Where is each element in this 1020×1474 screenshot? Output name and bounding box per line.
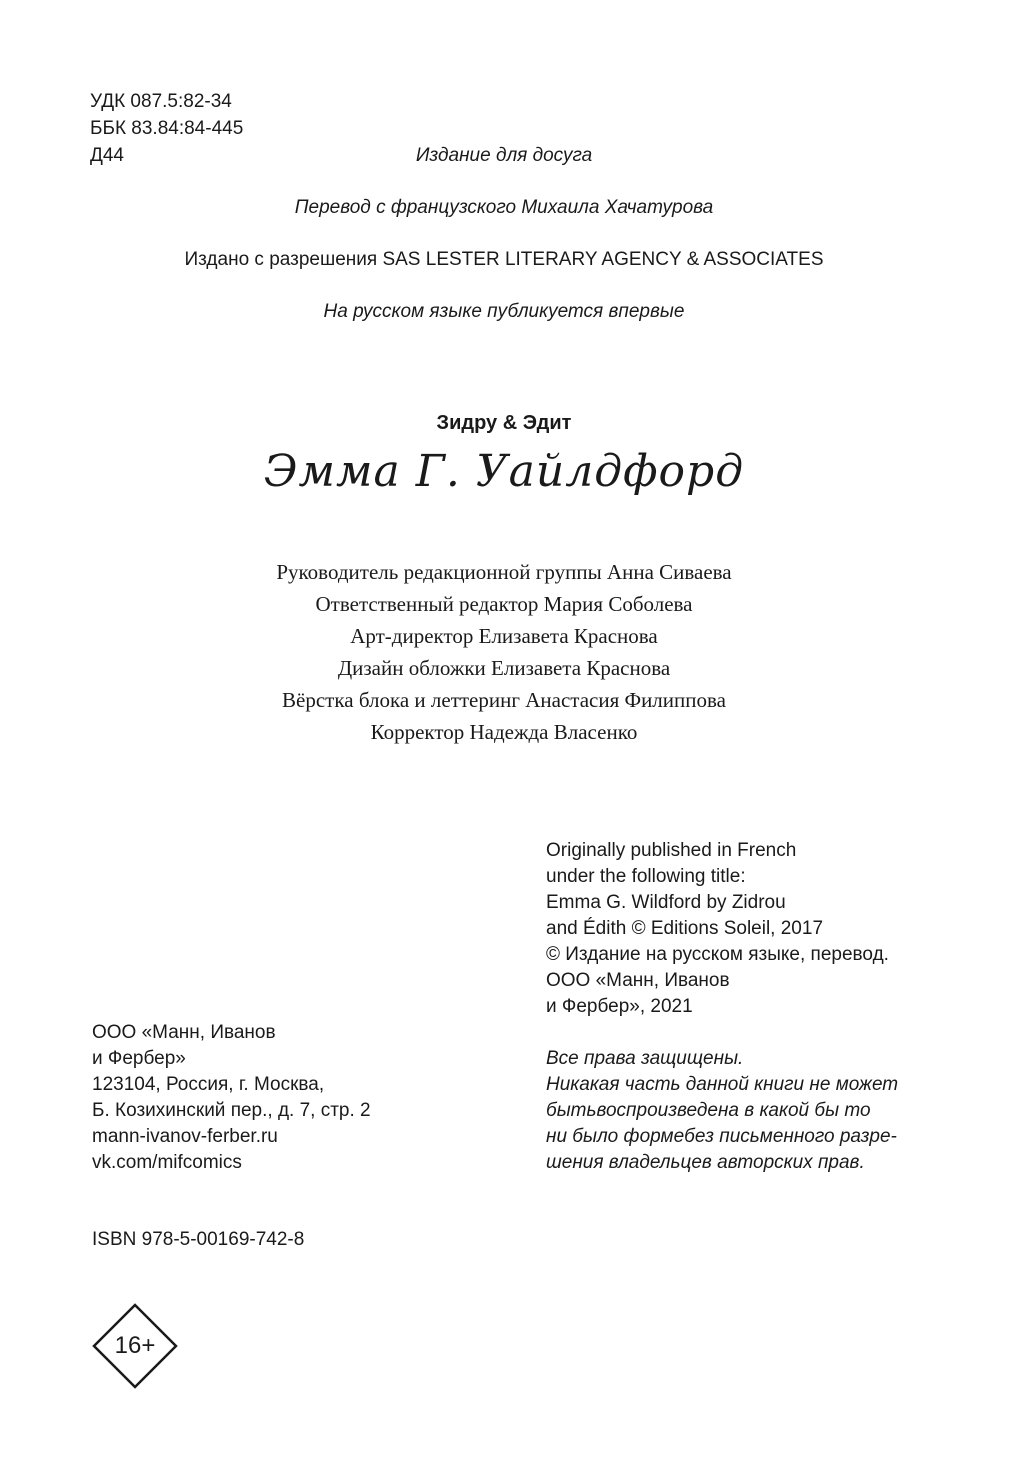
credit-line: Руководитель редакционной группы Анна Сиваева [276,560,732,584]
original-info-line: © Издание на русском языке, перевод. [546,944,889,965]
age-rating-label: 16+ [114,1332,156,1359]
isbn-number: ISBN 978-5-00169-742-8 [92,1229,305,1250]
credit-line: Дизайн обложки Елизавета Краснова [337,656,671,680]
book-authors: Зидру & Эдит [436,412,572,434]
credit-line: Вёрстка блока и леттеринг Анастасия Филиппова [282,688,726,712]
leisure-note: Издание для досуга [415,145,593,166]
age-rating-badge [92,1303,178,1389]
original-info-line: ООО «Манн, Иванов [546,970,730,991]
rights-notice [546,1046,898,1176]
original-info-line: Originally published in French [546,840,797,861]
rights-line: Все права защищены. [546,1048,744,1069]
original-info-line: and Édith © Editions Soleil, 2017 [546,918,824,939]
rights-line: Никакая часть данной книги не может [546,1074,899,1095]
credit-line: Корректор Надежда Власенко [370,720,638,744]
rights-line: бытьвоспроизведена в какой бы то [546,1100,871,1121]
publisher-website: mann-ivanov-ferber.ru [92,1126,278,1147]
udk-code: УДК 087.5:82-34 [90,91,232,112]
original-info-line: under the following title: [546,866,746,887]
publisher-name-cont: и Фербер» [92,1048,186,1069]
original-publication-info [546,838,889,1020]
translation-note: Перевод с французского Михаила Хачатурова [294,197,714,218]
publisher-info [92,1020,371,1176]
publisher-address: 123104, Россия, г. Москва, [92,1074,325,1095]
author-sign-code: Д44 [90,145,125,166]
credit-line: Ответственный редактор Мария Соболева [315,592,693,616]
rights-line: ни было формебез письменного разре- [546,1126,897,1147]
rights-line: шения владельцев авторских прав. [546,1152,865,1173]
publisher-name: ООО «Манн, Иванов [92,1022,276,1043]
publisher-street: Б. Козихинский пер., д. 7, стр. 2 [92,1100,371,1121]
permission-note: Издано с разрешения SAS LESTER LITERARY AGENCY & ASSOCIATES [184,249,824,270]
bbk-code: ББК 83.84:84-445 [90,118,244,139]
first-publication-note: На русском языке публикуется впервые [323,301,685,322]
publisher-social: vk.com/mifcomics [92,1152,242,1173]
credits-list [0,556,1008,748]
original-info-line: и Фербер», 2021 [546,996,693,1017]
original-info-line: Emma G. Wildford by Zidrou [546,892,786,913]
book-title: Эмма Г. Уайлдфорд [263,446,745,497]
credit-line: Арт-директор Елизавета Краснова [350,624,658,648]
